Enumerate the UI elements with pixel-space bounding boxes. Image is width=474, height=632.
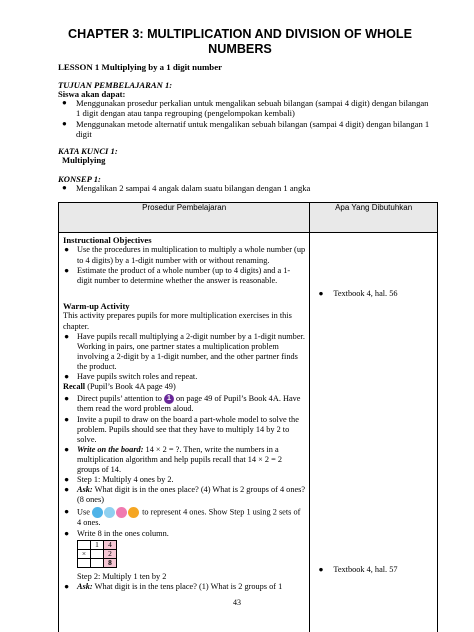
list-item: ● Write on the board: 14 × 2 = ?. Then, write the numbers in a multiplication algorithm and help pupils recall that 14 × 2 = 2 groups of 14. bbox=[64, 444, 282, 475]
bullet-icon: ● bbox=[64, 394, 70, 404]
resource-item: ● Textbook 4, hal. 56 bbox=[318, 289, 398, 298]
recall-line: Recall (Pupil’s Book 4A page 49) bbox=[63, 382, 176, 392]
bullet-icon: ● bbox=[318, 289, 324, 298]
konsep-list bbox=[62, 183, 434, 193]
kata-kunci-heading: KATA KUNCI 1: bbox=[58, 146, 118, 156]
konsep-heading: KONSEP 1: bbox=[58, 174, 101, 184]
warmup-title: Warm-up Activity bbox=[63, 300, 130, 311]
list-item: ● Have pupils recall multiplying a 2-digit number by a 1-digit number. Working in pairs, one partner states a multiplication problem involving a 2-digit by a 1-digit number, and the other partner finds the product. bbox=[64, 331, 305, 371]
warmup-intro: This activity prepares pupils for more multiplication exercises in this chapter. bbox=[63, 311, 292, 331]
kata-kunci-value: Multiplying bbox=[62, 155, 106, 165]
bullet-icon: ● bbox=[62, 183, 67, 192]
bullet-icon: ● bbox=[64, 414, 70, 424]
list-item: ● Menggunakan metode alternatif untuk mengalikan sebuah bilangan (sampai 4 digit) dengan bilangan 1 digit bbox=[62, 118, 430, 140]
bullet-icon: ● bbox=[318, 565, 324, 574]
needs-cell bbox=[310, 233, 438, 632]
tujuan-subheading: Siswa akan dapat: bbox=[58, 89, 126, 99]
bullet-icon: ● bbox=[62, 118, 67, 128]
cube-icon bbox=[92, 507, 103, 518]
column-header-procedure: Prosedur Pembelajaran bbox=[59, 203, 310, 233]
cube-icon bbox=[116, 507, 127, 518]
list-item: ● Invite a pupil to draw on the board a part-whole model to solve the problem. Pupils should see that they have to multiply 14 by 2 to solve. bbox=[64, 414, 299, 444]
list-item: ● Have pupils switch roles and repeat. bbox=[64, 372, 198, 382]
list-item: ● Ask: What digit is in the ones place? (4) What is 2 groups of 4 ones? (8 ones) bbox=[64, 485, 306, 505]
list-item: ● Write 8 in the ones column. bbox=[64, 528, 169, 538]
cube-icon bbox=[128, 507, 139, 518]
bullet-icon: ● bbox=[64, 444, 70, 454]
tujuan-list bbox=[62, 98, 434, 140]
bullet-icon: ● bbox=[64, 581, 70, 591]
tujuan-heading: TUJUAN PEMBELAJARAN 1: bbox=[58, 80, 173, 90]
procedure-cell bbox=[59, 233, 310, 632]
page-number: 43 bbox=[233, 598, 241, 607]
bullet-icon: ● bbox=[64, 265, 70, 275]
bullet-icon: ● bbox=[64, 528, 70, 538]
objectives-title: Instructional Objectives bbox=[63, 235, 152, 245]
list-item: ● Ask: What digit is in the tens place? (1) What is 2 groups of 1 bbox=[64, 581, 283, 591]
bullet-icon: ● bbox=[64, 245, 70, 255]
cube-icon bbox=[104, 507, 115, 518]
list-item: ● Estimate the product of a whole number (up to 4 digits) and a 1-digit number to determine whether the answer is reasonable. bbox=[64, 265, 291, 285]
chapter-title: CHAPTER 3: MULTIPLICATION AND DIVISION OF WHOLE NUMBERS bbox=[68, 27, 412, 57]
bullet-icon: ● bbox=[64, 507, 70, 517]
lesson-title: LESSON 1 Multiplying by a 1 digit number bbox=[58, 62, 223, 72]
unit-cubes-icon bbox=[92, 508, 140, 517]
resource-item: ● Textbook 4, hal. 57 bbox=[318, 565, 398, 574]
list-item: ● Menggunakan prosedur perkalian untuk mengalikan sebuah bilangan (sampai 4 digit) dengan bilangan 1 digit dengan atau tanpa regrouping (pengelompokan kembali) bbox=[62, 98, 429, 119]
list-item: ● Mengalikan 2 sampai 4 angak dalam suatu bilangan dengan 1 angka bbox=[62, 183, 311, 193]
list-item: ● Direct pupils’ attention to 1 on page 49 of Pupil’s Book 4A. Have them read the word problem aloud. bbox=[64, 394, 301, 414]
list-item: ● Step 1: Multiply 4 ones by 2. bbox=[64, 475, 174, 485]
step2-text: Step 2: Multiply 1 ten by 2 bbox=[77, 571, 167, 581]
list-item: ● Use the procedures in multiplication to multiply a whole number (up to 4 digits) by a 1-digit number with or without renaming. bbox=[64, 245, 306, 265]
bullet-icon: ● bbox=[64, 475, 70, 485]
list-item: ● Use to represent 4 ones. Show Step 1 using 2 sets of 4 ones. bbox=[64, 507, 301, 528]
column-header-needs: Apa Yang Dibutuhkan bbox=[310, 203, 438, 233]
bullet-icon: ● bbox=[62, 98, 67, 107]
bullet-icon: ● bbox=[64, 372, 70, 382]
lesson-table bbox=[58, 202, 438, 632]
algorithm-grid: 1 4 × 2 8 bbox=[77, 540, 117, 568]
bullet-icon: ● bbox=[64, 331, 70, 341]
bullet-icon: ● bbox=[64, 485, 70, 495]
step-number-icon: 1 bbox=[164, 394, 174, 404]
